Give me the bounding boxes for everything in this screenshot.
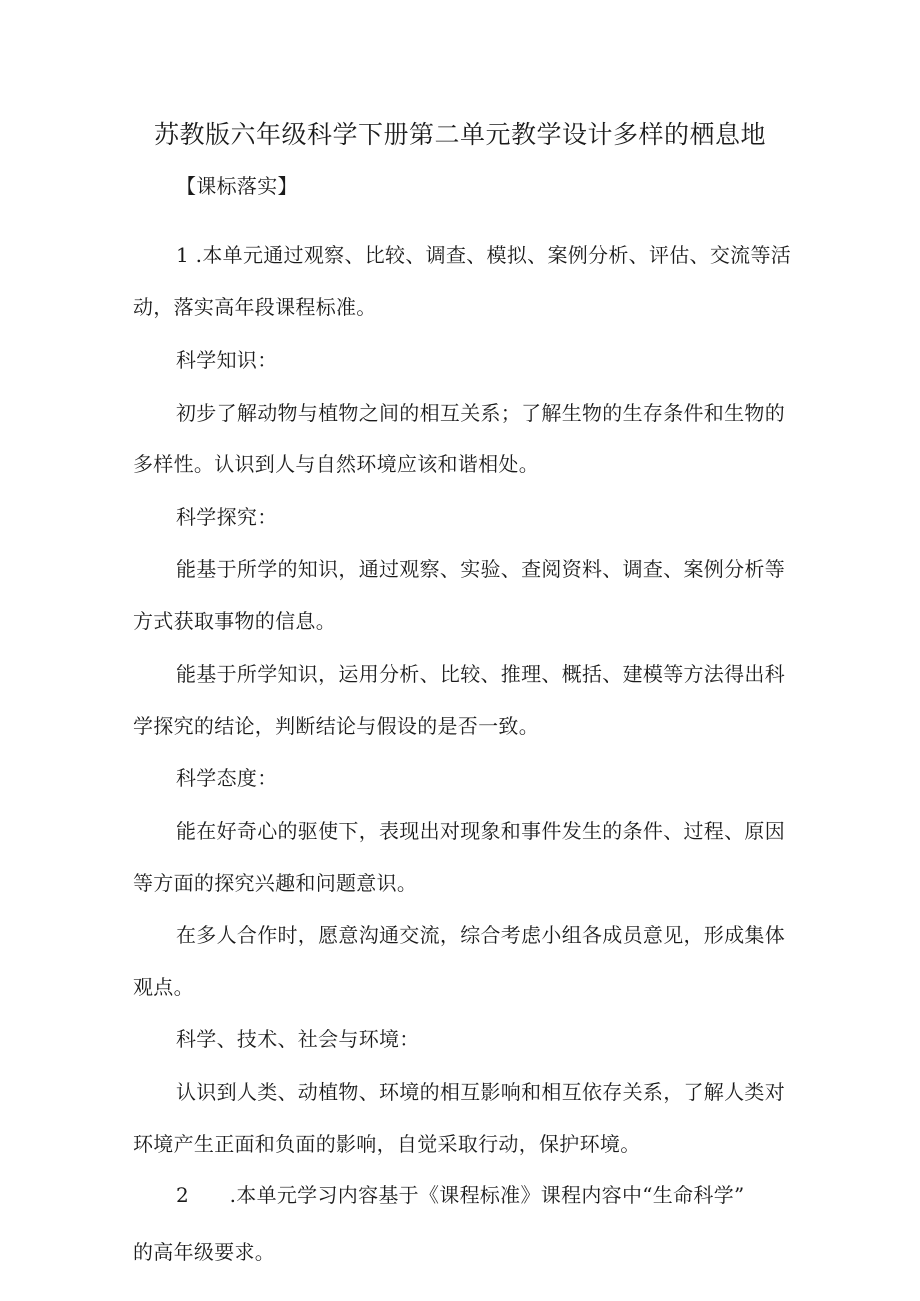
paragraph-1-line-1: 1 .本单元通过观察、比较、调查、模拟、案例分析、评估、交流等活 xyxy=(176,243,792,267)
paragraph-7-line-2: 环境产生正面和负面的影响，自觉采取行动，保护环境。 xyxy=(133,1132,641,1156)
paragraph-8-line-1: 2 .本单元学习内容基于《课程标准》课程内容中“生命科学” xyxy=(176,1183,745,1207)
heading-stse: 科学、技术、社会与环境： xyxy=(176,1027,420,1051)
paragraph-7-line-1: 认识到人类、动植物、环境的相互影响和相互依存关系，了解人类对 xyxy=(176,1080,785,1104)
section-heading: 【课标落实】 xyxy=(176,174,298,198)
paragraph-3-line-1: 能基于所学的知识，通过观察、实验、查阅资料、调查、案例分析等 xyxy=(176,557,785,581)
paragraph-4-line-1: 能基于所学知识，运用分析、比较、推理、概括、建模等方法得出科 xyxy=(176,662,785,686)
paragraph-8-line-2: 的高年级要求。 xyxy=(133,1240,276,1264)
document-title: 苏教版六年级科学下册第二单元教学设计多样的栖息地 xyxy=(153,120,766,149)
heading-science-attitude: 科学态度： xyxy=(176,766,278,790)
paragraph-6-line-2: 观点。 xyxy=(133,975,194,999)
paragraph-5-line-2: 等方面的探究兴趣和问题意识。 xyxy=(133,871,418,895)
paragraph-1-line-2: 动，落实高年段课程标准。 xyxy=(133,295,377,319)
paragraph-3-line-2: 方式获取事物的信息。 xyxy=(133,609,336,633)
paragraph-2-line-1: 初步了解动物与植物之间的相互关系；了解生物的生存条件和生物的 xyxy=(176,401,785,425)
paragraph-4-line-2: 学探究的结论，判断结论与假设的是否一致。 xyxy=(133,714,539,738)
heading-science-knowledge: 科学知识： xyxy=(176,348,278,372)
paragraph-5-line-1: 能在好奇心的驱使下，表现出对现象和事件发生的条件、过程、原因 xyxy=(176,819,785,843)
paragraph-6-line-1: 在多人合作时，愿意沟通交流，综合考虑小组各成员意见，形成集体 xyxy=(176,923,785,947)
paragraph-2-line-2: 多样性。认识到人与自然环境应该和谐相处。 xyxy=(133,452,539,476)
heading-science-inquiry: 科学探究： xyxy=(176,505,278,529)
